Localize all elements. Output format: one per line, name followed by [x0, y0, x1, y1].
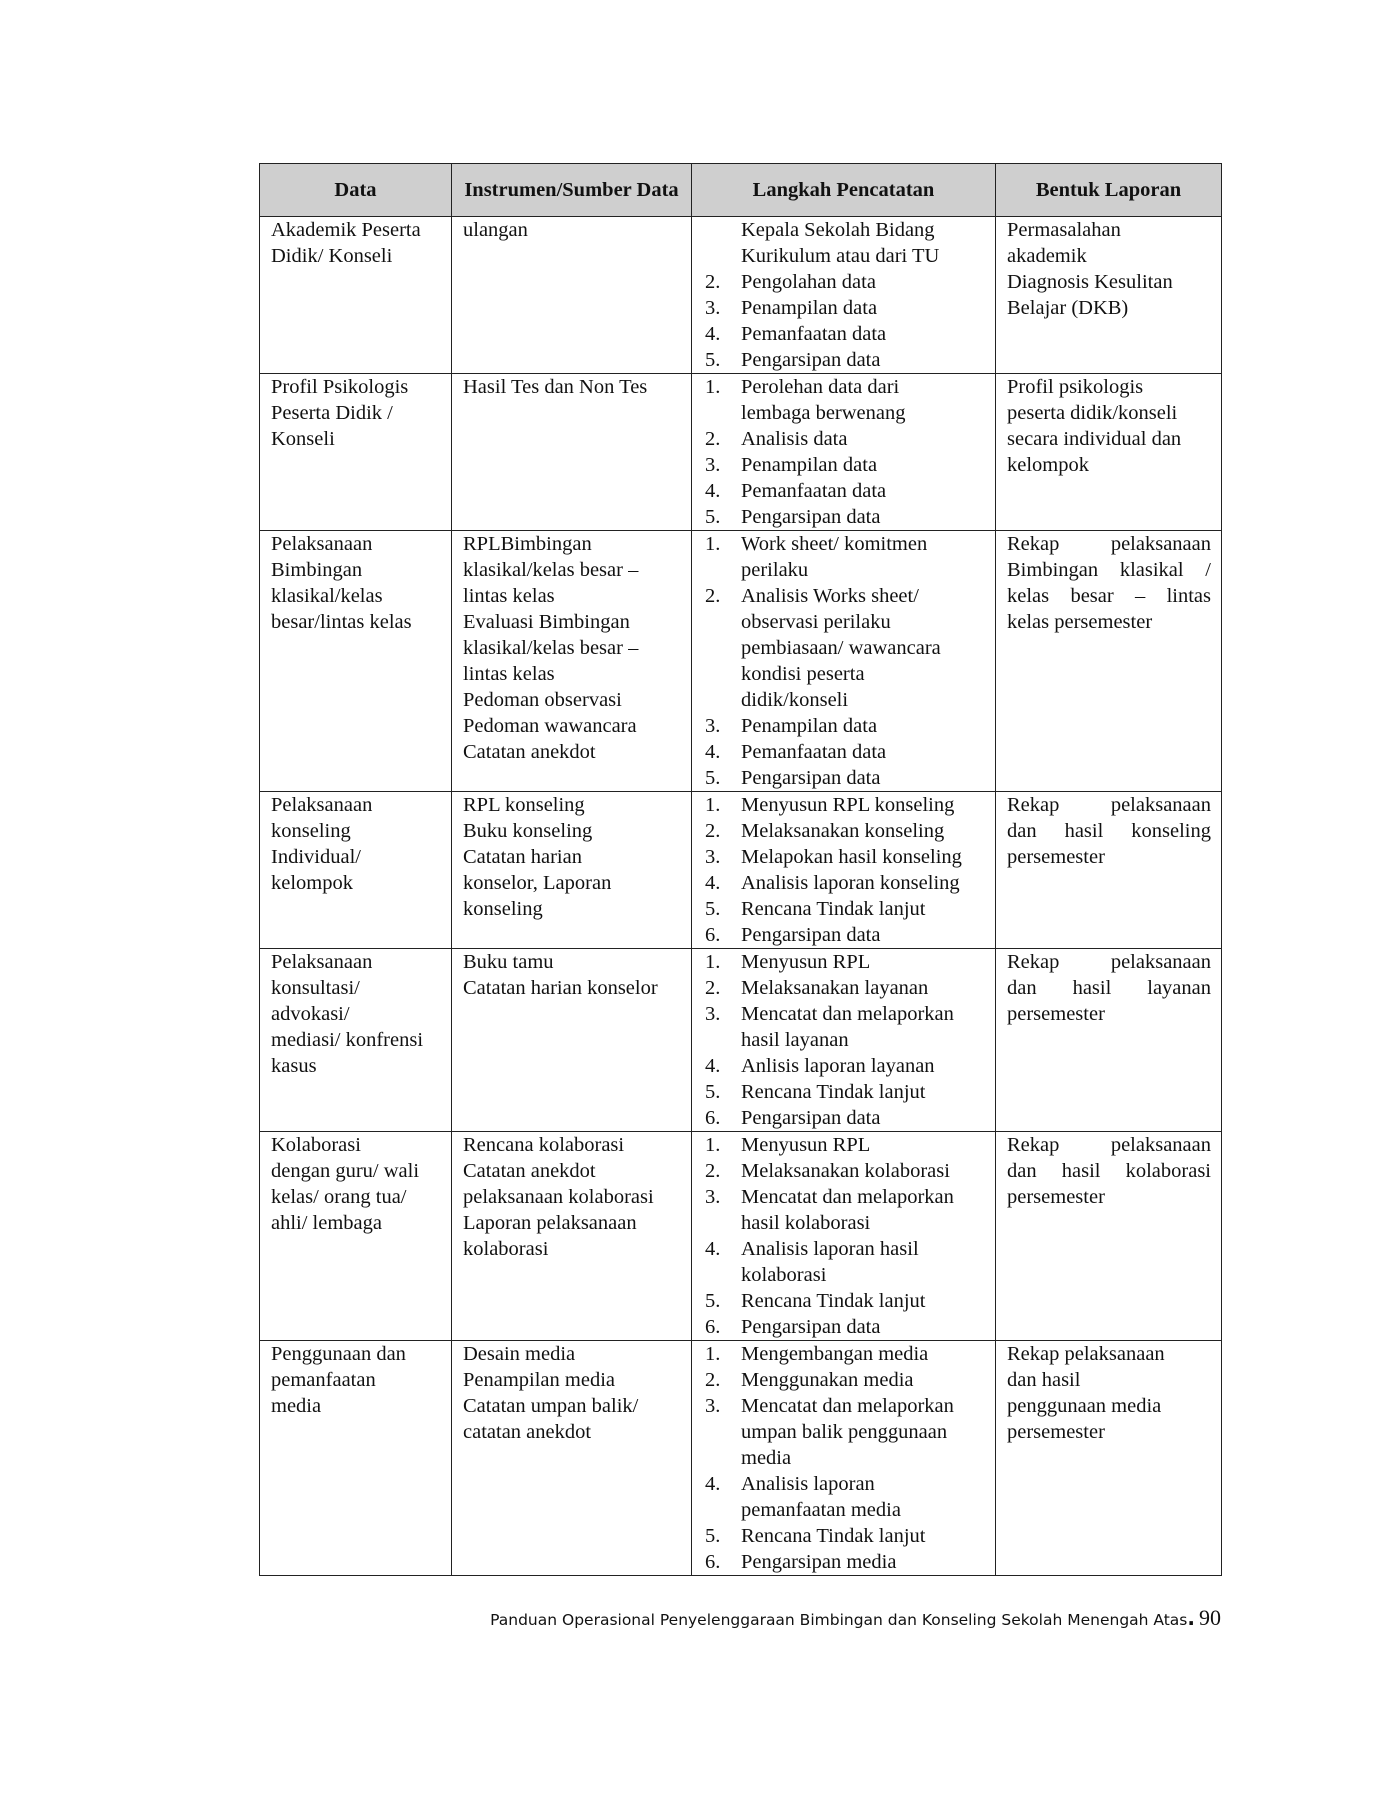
step-text-line: Analisis laporan konseling — [741, 872, 960, 894]
cell-data — [260, 217, 452, 374]
step-text — [741, 1393, 985, 1471]
cell-laporan-line: dan hasil kolaborasi — [1007, 1160, 1211, 1182]
cell-instrumen-line: klasikal/kelas besar – — [463, 559, 639, 581]
step-text-line: Mencatat dan melaporkan — [741, 1395, 954, 1417]
step-text-line: Melaksanakan kolaborasi — [741, 1160, 950, 1182]
step-text-line: Rencana Tindak lanjut — [741, 1290, 926, 1312]
table-row — [260, 374, 1222, 531]
step-number: 2. — [705, 977, 721, 999]
cell-data — [260, 1132, 452, 1341]
step-text-line: Penampilan data — [741, 715, 878, 737]
step-text — [741, 269, 985, 295]
step-item — [703, 374, 985, 426]
steps-list — [703, 217, 985, 373]
step-number: 1. — [705, 1343, 721, 1365]
step-text — [741, 1288, 985, 1314]
step-text-line: Rencana Tindak lanjut — [741, 898, 926, 920]
cell-laporan — [996, 374, 1222, 531]
step-text — [741, 1105, 985, 1131]
cell-laporan-line: kelas persemester — [1007, 611, 1153, 633]
step-number: 3. — [705, 846, 721, 868]
step-text — [741, 792, 985, 818]
cell-laporan-line: Rekap pelaksanaan — [1007, 1343, 1165, 1365]
table-row — [260, 1341, 1222, 1576]
cell-laporan-line: Belajar (DKB) — [1007, 297, 1129, 319]
cell-data-line: Akademik Peserta — [271, 219, 421, 241]
step-text-line: Analisis Works sheet/ — [741, 585, 919, 607]
cell-laporan-line: dan hasil layanan — [1007, 977, 1211, 999]
cell-instrumen — [452, 1341, 692, 1576]
step-text — [741, 426, 985, 452]
cell-data-line: Pelaksanaan — [271, 951, 373, 973]
cell-instrumen-line: lintas kelas — [463, 663, 555, 685]
step-item — [703, 870, 985, 896]
step-text — [741, 713, 985, 739]
step-text-line: Mengembangan media — [741, 1343, 929, 1365]
footer-separator: . — [1187, 1606, 1195, 1630]
cell-data-line: ahli/ lembaga — [271, 1212, 382, 1234]
cell-instrumen-line: Desain media — [463, 1343, 576, 1365]
step-text-line: Perolehan data dari — [741, 376, 900, 398]
cell-data-line: kelas/ orang tua/ — [271, 1186, 407, 1208]
step-text-line: Mencatat dan melaporkan — [741, 1003, 954, 1025]
cell-instrumen-line: Catatan harian konselor — [463, 977, 658, 999]
step-item — [703, 347, 985, 373]
step-text-line: Melaksanakan konseling — [741, 820, 945, 842]
step-text-line: Pengarsipan data — [741, 1107, 881, 1129]
column-header-instrumen: Instrumen/Sumber Data — [452, 164, 692, 217]
cell-laporan-line: Rekap pelaksanaan — [1007, 533, 1211, 555]
step-item — [703, 426, 985, 452]
cell-instrumen-line: Pedoman wawancara — [463, 715, 637, 737]
cell-instrumen-line: pelaksanaan kolaborasi — [463, 1186, 654, 1208]
step-text-line: Kepala Sekolah Bidang — [741, 219, 935, 241]
step-text-line: Analisis laporan hasil — [741, 1238, 919, 1260]
step-text-line: Analisis laporan — [741, 1473, 875, 1495]
step-text-line: Menggunakan media — [741, 1369, 914, 1391]
cell-instrumen-line: Rencana kolaborasi — [463, 1134, 625, 1156]
step-text — [741, 870, 985, 896]
step-number: 5. — [705, 506, 721, 528]
cell-instrumen — [452, 792, 692, 949]
step-item — [703, 1184, 985, 1236]
step-text — [741, 374, 985, 426]
step-number: 3. — [705, 454, 721, 476]
step-number: 4. — [705, 1473, 721, 1495]
step-number: 5. — [705, 767, 721, 789]
cell-laporan-line: Profil psikologis — [1007, 376, 1144, 398]
cell-instrumen — [452, 949, 692, 1132]
cell-instrumen-line: Laporan pelaksanaan — [463, 1212, 637, 1234]
steps-list — [703, 374, 985, 530]
step-text — [741, 1314, 985, 1340]
step-number: 4. — [705, 323, 721, 345]
step-text — [741, 531, 985, 583]
step-text-line: Pengarsipan data — [741, 1316, 881, 1338]
step-item — [703, 452, 985, 478]
step-number: 4. — [705, 480, 721, 502]
step-number: 4. — [705, 872, 721, 894]
step-text — [741, 1132, 985, 1158]
step-item — [703, 1288, 985, 1314]
cell-laporan — [996, 792, 1222, 949]
step-text — [741, 844, 985, 870]
step-number: 4. — [705, 1238, 721, 1260]
cell-laporan-line: dan hasil konseling — [1007, 820, 1211, 842]
cell-laporan — [996, 949, 1222, 1132]
step-text — [741, 1549, 985, 1575]
table-header-row — [260, 164, 1222, 217]
cell-data-line: konseling — [271, 820, 351, 842]
step-number: 4. — [705, 1055, 721, 1077]
step-number: 2. — [705, 428, 721, 450]
page-number: 90 — [1199, 1605, 1221, 1630]
step-text-line: hasil layanan — [741, 1029, 849, 1051]
step-text-line: Penampilan data — [741, 454, 878, 476]
step-item — [703, 1314, 985, 1340]
page-footer — [490, 1605, 1221, 1631]
step-item — [703, 949, 985, 975]
step-text-line: pemanfaatan media — [741, 1499, 901, 1521]
step-number: 6. — [705, 1107, 721, 1129]
cell-data-line: Individual/ — [271, 846, 361, 868]
table-row — [260, 949, 1222, 1132]
cell-data-line: advokasi/ — [271, 1003, 350, 1025]
step-text-line: Pemanfaatan data — [741, 480, 887, 502]
cell-data — [260, 792, 452, 949]
step-text — [741, 1053, 985, 1079]
step-text-line: Mencatat dan melaporkan — [741, 1186, 954, 1208]
step-item — [703, 1001, 985, 1053]
cell-data-line: Profil Psikologis — [271, 376, 409, 398]
step-text-line: Menyusun RPL — [741, 1134, 871, 1156]
step-text-line: Pemanfaatan data — [741, 323, 887, 345]
cell-laporan-line: persemester — [1007, 1186, 1105, 1208]
cell-langkah — [692, 374, 996, 531]
cell-data-line: Konseli — [271, 428, 335, 450]
step-text-line: hasil kolaborasi — [741, 1212, 871, 1234]
step-item — [703, 1523, 985, 1549]
cell-laporan-line: kelompok — [1007, 454, 1089, 476]
cell-data-line: Bimbingan — [271, 559, 363, 581]
step-text-line: lembaga berwenang — [741, 402, 906, 424]
cell-laporan-line: Diagnosis Kesulitan — [1007, 271, 1173, 293]
step-text — [741, 1184, 985, 1236]
step-text — [741, 347, 985, 373]
cell-laporan — [996, 217, 1222, 374]
footer-title: Panduan Operasional Penyelenggaraan Bimbingan dan Konseling Sekolah Menengah Atas — [490, 1611, 1188, 1629]
step-text — [741, 1001, 985, 1053]
table-row — [260, 217, 1222, 374]
cell-langkah — [692, 1341, 996, 1576]
step-item — [703, 1236, 985, 1288]
cell-instrumen-line: kolaborasi — [463, 1238, 549, 1260]
cell-laporan — [996, 531, 1222, 792]
cell-langkah — [692, 1132, 996, 1341]
step-number: 2. — [705, 585, 721, 607]
step-item — [703, 1393, 985, 1471]
cell-laporan-line: persemester — [1007, 846, 1105, 868]
column-header-data: Data — [260, 164, 452, 217]
cell-data-line: Kolaborasi — [271, 1134, 361, 1156]
step-text — [741, 975, 985, 1001]
cell-instrumen-line: RPL konseling — [463, 794, 585, 816]
step-number: 1. — [705, 376, 721, 398]
cell-data-line: klasikal/kelas — [271, 585, 383, 607]
step-text-line: kolaborasi — [741, 1264, 827, 1286]
cell-instrumen-line: catatan anekdot — [463, 1421, 592, 1443]
step-text-line: Rencana Tindak lanjut — [741, 1525, 926, 1547]
step-item — [703, 269, 985, 295]
cell-laporan-line: secara individual dan — [1007, 428, 1182, 450]
cell-instrumen-line: RPLBimbingan — [463, 533, 592, 555]
step-number: 3. — [705, 297, 721, 319]
step-number: 3. — [705, 715, 721, 737]
steps-list — [703, 531, 985, 791]
step-text-line: Anlisis laporan layanan — [741, 1055, 935, 1077]
step-number: 2. — [705, 820, 721, 842]
cell-langkah — [692, 531, 996, 792]
step-number: 6. — [705, 1551, 721, 1573]
cell-instrumen — [452, 374, 692, 531]
cell-data-line: Peserta Didik / — [271, 402, 393, 424]
cell-laporan-line: akademik — [1007, 245, 1087, 267]
step-number: 5. — [705, 1525, 721, 1547]
cell-data — [260, 949, 452, 1132]
step-text-line: Work sheet/ komitmen — [741, 533, 928, 555]
cell-laporan-line: Rekap pelaksanaan — [1007, 1134, 1211, 1156]
cell-instrumen-line: Catatan umpan balik/ — [463, 1395, 639, 1417]
column-header-langkah: Langkah Pencatatan — [692, 164, 996, 217]
step-number: 1. — [705, 951, 721, 973]
step-text-line: Rencana Tindak lanjut — [741, 1081, 926, 1103]
step-number: 2. — [705, 1160, 721, 1182]
cell-langkah — [692, 949, 996, 1132]
cell-instrumen-line: Hasil Tes dan Non Tes — [463, 376, 648, 398]
step-text-line: Pengarsipan media — [741, 1551, 897, 1573]
step-item — [703, 321, 985, 347]
cell-data-line: besar/lintas kelas — [271, 611, 412, 633]
step-item — [703, 739, 985, 765]
step-number — [703, 217, 741, 269]
step-item — [703, 217, 985, 269]
cell-data-line: Pelaksanaan — [271, 533, 373, 555]
cell-laporan-line: penggunaan media — [1007, 1395, 1162, 1417]
cell-instrumen-line: konselor, Laporan — [463, 872, 612, 894]
cell-instrumen-line: ulangan — [463, 219, 528, 241]
step-number: 5. — [705, 1290, 721, 1312]
cell-data-line: media — [271, 1395, 322, 1417]
step-text — [741, 1367, 985, 1393]
step-text — [741, 1079, 985, 1105]
step-item — [703, 295, 985, 321]
cell-data — [260, 531, 452, 792]
cell-laporan-line: Rekap pelaksanaan — [1007, 951, 1211, 973]
step-text — [741, 504, 985, 530]
step-number: 5. — [705, 1081, 721, 1103]
cell-instrumen — [452, 1132, 692, 1341]
table-row — [260, 792, 1222, 949]
step-text-line: Pengarsipan data — [741, 924, 881, 946]
cell-instrumen-line: lintas kelas — [463, 585, 555, 607]
step-number: 2. — [705, 1369, 721, 1391]
step-text — [741, 1341, 985, 1367]
step-text — [741, 217, 985, 269]
cell-laporan-line: persemester — [1007, 1003, 1105, 1025]
cell-instrumen-line: Catatan harian — [463, 846, 582, 868]
step-number: 1. — [705, 1134, 721, 1156]
step-item — [703, 1158, 985, 1184]
step-text-line: Menyusun RPL konseling — [741, 794, 955, 816]
step-item — [703, 478, 985, 504]
step-text-line: umpan balik penggunaan — [741, 1421, 948, 1443]
step-text-line: Analisis data — [741, 428, 848, 450]
cell-data-line: Pelaksanaan — [271, 794, 373, 816]
step-item — [703, 1341, 985, 1367]
step-number: 4. — [705, 741, 721, 763]
step-text — [741, 452, 985, 478]
cell-data-line: dengan guru/ wali — [271, 1160, 420, 1182]
step-text — [741, 922, 985, 948]
cell-laporan-line: dan hasil — [1007, 1369, 1081, 1391]
step-item — [703, 1132, 985, 1158]
step-text — [741, 1471, 985, 1523]
cell-instrumen-line: Pedoman observasi — [463, 689, 622, 711]
step-text-line: Kurikulum atau dari TU — [741, 245, 940, 267]
step-text — [741, 583, 985, 713]
cell-data — [260, 1341, 452, 1576]
cell-instrumen-line: Catatan anekdot — [463, 1160, 596, 1182]
cell-data-line: mediasi/ konfrensi — [271, 1029, 424, 1051]
step-text — [741, 1158, 985, 1184]
step-text — [741, 478, 985, 504]
cell-laporan-line: persemester — [1007, 1421, 1105, 1443]
cell-instrumen-line: Buku tamu — [463, 951, 554, 973]
step-text-line: Pengarsipan data — [741, 349, 881, 371]
step-number: 5. — [705, 898, 721, 920]
cell-data-line: kasus — [271, 1055, 317, 1077]
cell-laporan — [996, 1132, 1222, 1341]
steps-list — [703, 792, 985, 948]
step-number: 3. — [705, 1186, 721, 1208]
step-item — [703, 844, 985, 870]
step-item — [703, 792, 985, 818]
cell-laporan-line: kelas besar – lintas — [1007, 585, 1211, 607]
step-text-line: perilaku — [741, 559, 809, 581]
step-item — [703, 531, 985, 583]
step-text — [741, 321, 985, 347]
table-row — [260, 531, 1222, 792]
cell-langkah — [692, 792, 996, 949]
step-text — [741, 1236, 985, 1288]
step-number: 2. — [705, 271, 721, 293]
step-text-line: observasi perilaku — [741, 611, 891, 633]
step-text-line: Melapokan hasil konseling — [741, 846, 962, 868]
step-item — [703, 1549, 985, 1575]
step-text-line: Pengarsipan data — [741, 767, 881, 789]
step-text-line: media — [741, 1447, 792, 1469]
table-row — [260, 1132, 1222, 1341]
cell-instrumen-line: Penampilan media — [463, 1369, 615, 1391]
cell-laporan — [996, 1341, 1222, 1576]
step-number: 5. — [705, 349, 721, 371]
step-text-line: pembiasaan/ wawancara — [741, 637, 941, 659]
cell-laporan-line: peserta didik/konseli — [1007, 402, 1178, 424]
cell-data-line: kelompok — [271, 872, 353, 894]
steps-list — [703, 1341, 985, 1575]
cell-data — [260, 374, 452, 531]
cell-instrumen — [452, 531, 692, 792]
step-number: 1. — [705, 533, 721, 555]
step-text-line: Pengolahan data — [741, 271, 876, 293]
steps-list — [703, 1132, 985, 1340]
step-number: 6. — [705, 924, 721, 946]
step-item — [703, 1053, 985, 1079]
step-item — [703, 765, 985, 791]
step-text — [741, 295, 985, 321]
cell-laporan-line: Rekap pelaksanaan — [1007, 794, 1211, 816]
cell-laporan-line: Permasalahan — [1007, 219, 1121, 241]
cell-instrumen-line: Catatan anekdot — [463, 741, 596, 763]
cell-laporan-line: Bimbingan klasikal / — [1007, 559, 1211, 581]
cell-data-line: pemanfaatan — [271, 1369, 376, 1391]
step-item — [703, 896, 985, 922]
step-number: 3. — [705, 1003, 721, 1025]
step-item — [703, 1105, 985, 1131]
step-text — [741, 1523, 985, 1549]
step-text-line: Penampilan data — [741, 297, 878, 319]
step-item — [703, 504, 985, 530]
cell-instrumen-line: Evaluasi Bimbingan — [463, 611, 630, 633]
step-text-line: Pemanfaatan data — [741, 741, 887, 763]
cell-instrumen — [452, 217, 692, 374]
cell-data-line: Penggunaan dan — [271, 1343, 406, 1365]
step-text-line: Menyusun RPL — [741, 951, 871, 973]
step-text — [741, 896, 985, 922]
steps-list — [703, 949, 985, 1131]
step-item — [703, 1367, 985, 1393]
step-item — [703, 1079, 985, 1105]
column-header-laporan: Bentuk Laporan — [996, 164, 1222, 217]
cell-data-line: Didik/ Konseli — [271, 245, 393, 267]
table-body — [260, 217, 1222, 1576]
step-text-line: Pengarsipan data — [741, 506, 881, 528]
step-text — [741, 765, 985, 791]
step-text — [741, 739, 985, 765]
step-item — [703, 583, 985, 713]
step-text — [741, 818, 985, 844]
step-item — [703, 713, 985, 739]
step-item — [703, 1471, 985, 1523]
step-text-line: Melaksanakan layanan — [741, 977, 929, 999]
step-number: 3. — [705, 1395, 721, 1417]
cell-langkah — [692, 217, 996, 374]
step-item — [703, 975, 985, 1001]
step-number: 1. — [705, 794, 721, 816]
cell-data-line: konsultasi/ — [271, 977, 360, 999]
step-text-line: kondisi peserta — [741, 663, 865, 685]
step-number: 6. — [705, 1316, 721, 1338]
step-item — [703, 818, 985, 844]
cell-instrumen-line: konseling — [463, 898, 543, 920]
cell-instrumen-line: klasikal/kelas besar – — [463, 637, 639, 659]
step-text — [741, 949, 985, 975]
data-table — [259, 163, 1222, 1576]
step-item — [703, 922, 985, 948]
step-text-line: didik/konseli — [741, 689, 849, 711]
cell-instrumen-line: Buku konseling — [463, 820, 593, 842]
